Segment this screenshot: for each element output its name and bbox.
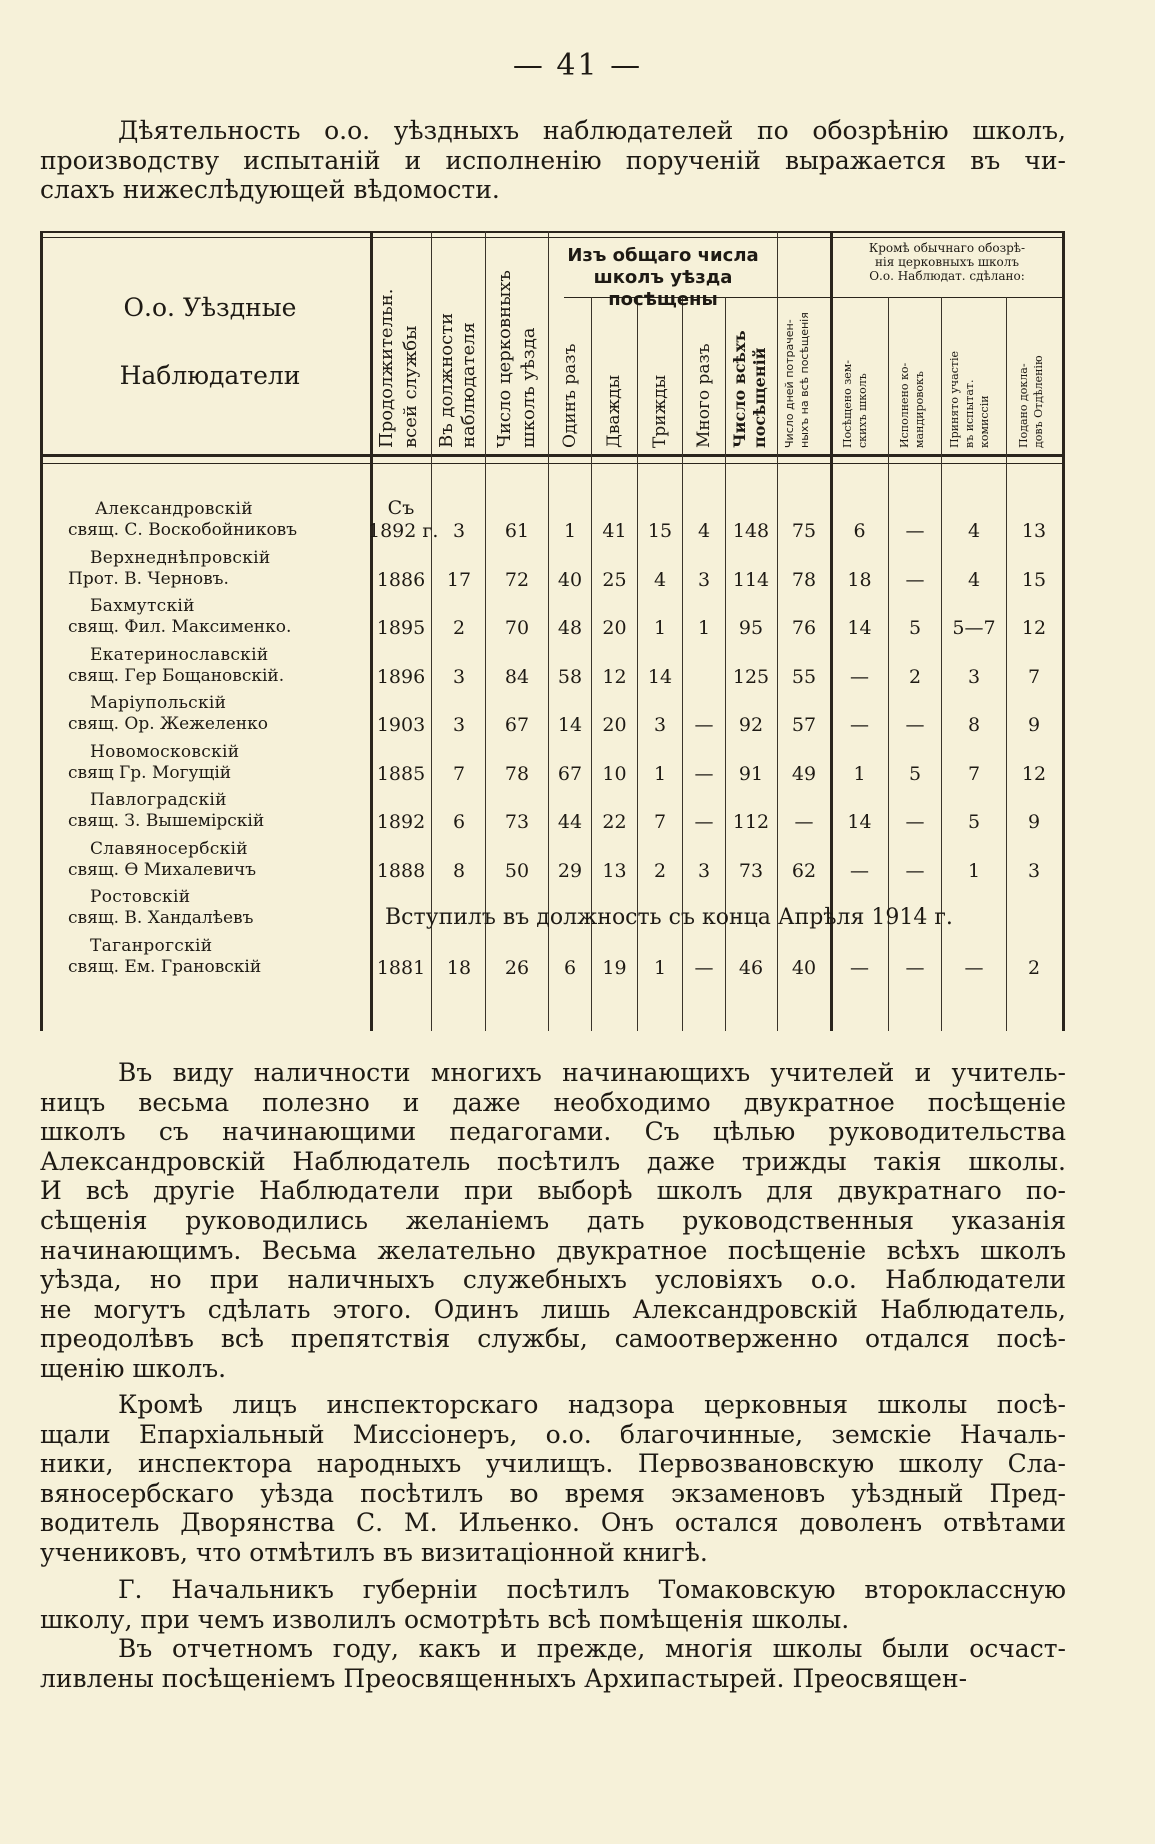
header-group-besides: Кромѣ обычнаго обозрѣ- нія церковныхъ школъ О.о. Наблюдат. сдѣлано: [868,241,1026,283]
text-line: не могутъ сдѣлать этого. Одинъ лишь Александровскій Наблюдатель, [40,1294,1066,1324]
header-zemstvo: Посѣщено зем- скихъ школъ [841,360,869,448]
cell-total: 95 [738,617,764,639]
cell-zemstvo: 18 [847,568,872,591]
text-line: школъ съ начинающими педагогами. Съ цѣлью руководительства [40,1117,1066,1147]
text-line: Въ виду наличности многихъ начинающихъ учителей и учитель- [118,1058,1066,1087]
cell-once: 58 [557,665,583,688]
district-name: Верхнеднѣпровскій [90,547,271,568]
cell-twice: 22 [602,811,627,833]
text-line: школу, при чемъ изволилъ осмотрѣть всѣ помѣщенія школы. [40,1604,850,1634]
cell-days: 49 [791,762,817,785]
observer-name: свящ. Гер Бощановскій. [68,665,285,686]
paragraph-4 [40,1634,1066,1693]
cell-zemstvo: — [850,956,869,979]
cell-days: 62 [791,859,817,882]
cell-service: 1892 [376,811,426,833]
text-line: ливлены посѣщеніемъ Преосвященныхъ Архипастырей. Преосвящен- [40,1663,968,1693]
cell-total: 46 [738,956,764,979]
cell-many: 3 [697,568,711,591]
cell-zemstvo: 6 [853,520,866,542]
observers-table [40,231,1064,1031]
cell-total: 91 [738,762,764,785]
cell-position: 3 [452,714,466,736]
observer-name: свящ Гр. Могущій [68,762,232,783]
cell-position: 17 [446,568,472,591]
cell-twice: 19 [602,956,627,979]
text-line: И всѣ другіе Наблюдатели при выборѣ школъ для двукратнаго по- [40,1176,1066,1206]
cell-thrice: 1 [653,762,667,785]
district-name: Славяносербскій [90,838,248,859]
cell-service: 1896 [376,665,426,688]
header-days: Число дней потрачен- ныхъ на всѣ посѣщенія [783,312,811,448]
cell-schools: 73 [504,811,530,833]
cell-thrice: 1 [653,617,667,639]
header-thrice: Трижды [650,374,670,448]
cell-schools: 61 [504,520,530,542]
cell-schools: 72 [504,568,530,591]
cell-total: 148 [732,520,770,542]
cell-once: 29 [557,859,583,882]
cell-schools: 26 [504,956,530,979]
cell-total: 92 [738,714,764,736]
text-line: водитель Дворянства С. М. Ильенко. Онъ остался доволенъ отвѣтами [40,1508,1066,1538]
header-twice: Дважды [604,374,624,448]
header-service: Продолжительн. всей службы [376,288,421,448]
cell-position: 2 [452,617,466,639]
cell-total: 73 [738,859,764,882]
cell-thrice: 7 [653,811,667,833]
cell-position: 8 [452,859,466,882]
cell-zemstvo: — [850,665,869,688]
cell-reports: 12 [1021,762,1047,785]
cell-many: 3 [697,859,711,882]
text-line: производству испытаній и исполненію порученій выражается въ чи- [40,145,1066,175]
district-name: Бахмутскій [90,596,195,616]
observer-name: свящ. З. Вышемірскій [68,811,265,831]
cell-days: — [794,811,814,833]
text-line: преодолѣвъ всѣ препятствія службы, самоотверженно отдался посѣ- [40,1324,1066,1354]
cell-thrice: 3 [653,714,667,736]
cell-days: 75 [791,520,817,542]
cell-total: 112 [732,811,770,833]
cell-service: 1903 [376,714,426,736]
district-name: Таганрогскій [90,935,213,956]
cell-service: Съ [387,497,415,519]
text-line: уѣзда, но при наличныхъ служебныхъ условіяхъ о.о. Наблюдатели [40,1265,1066,1295]
cell-comm: 4 [967,520,981,542]
cell-service: 1885 [376,762,426,785]
observer-name: свящ. С. Воскобойниковъ [68,520,298,540]
text-line: сѣщенія руководились желаніемъ дать руководственныя указанія [40,1205,1066,1235]
district-name: Ростовскій [90,887,191,907]
cell-reports: 3 [1027,859,1041,882]
cell-twice: 25 [602,568,627,591]
cell-many: 1 [697,617,711,639]
cell-assign: 2 [908,665,922,688]
cell-twice: 10 [602,762,627,785]
cell-once: 6 [563,956,577,979]
cell-once: 1 [563,520,577,542]
cell-reports: 13 [1021,520,1047,542]
cell-days: 55 [791,665,817,688]
cell-assign: — [905,568,925,591]
cell-assign: — [905,859,925,882]
district-name: Маріупольскій [90,693,227,713]
observer-name: свящ. Ѳ Михалевичъ [68,859,257,880]
cell-schools: 50 [504,859,530,882]
cell-schools: 67 [504,714,530,736]
cell-reports: 7 [1027,665,1041,688]
cell-reports: 15 [1021,568,1047,591]
cell-days: 57 [791,714,817,736]
cell-once: 48 [557,617,583,639]
text-line: начинающимъ. Весьма желательно двукратное посѣщеніе всѣхъ школъ [40,1235,1066,1265]
cell-comm: 4 [967,568,981,591]
header-observers-line1: О.о. Уѣздные [123,293,297,322]
text-line: Въ отчетномъ году, какъ и прежде, многія школы были осчаст- [118,1634,1066,1663]
cell-service: 1895 [376,617,426,639]
text-line: учениковъ, что отмѣтилъ въ визитаціонной книгѣ. [40,1537,708,1567]
district-name: Новомосковскій [90,741,240,762]
cell-assign: 5 [908,762,922,785]
cell-twice: 13 [602,859,627,882]
cell-twice: 20 [602,617,627,639]
cell-once: 40 [557,568,583,591]
cell-zemstvo: — [850,714,869,736]
cell-reports: 12 [1021,617,1047,639]
cell-comm: 1 [967,859,981,882]
cell-reports: 9 [1027,714,1041,736]
cell-thrice: 2 [653,859,667,882]
district-name: Павлоградскій [90,790,227,810]
cell-position: 6 [452,811,466,833]
cell-reports: 9 [1027,811,1041,833]
cell-many: — [694,811,714,833]
district-name: Екатеринославскій [90,644,269,665]
cell-once: 67 [557,762,583,785]
cell-once: 14 [557,714,583,736]
cell-service: 1881 [376,956,426,979]
observer-name: свящ. В. Хандалѣевъ [68,908,254,928]
header-reports: Подано докла- довъ Отдѣленію [1017,355,1045,448]
text-line: щенію школъ. [40,1353,227,1383]
cell-thrice: 1 [653,956,667,979]
header-many: Много разъ [694,343,714,448]
cell-reports: 2 [1027,956,1041,979]
text-line: ники, инспектора народныхъ училищъ. Первозвановскую школу Сла- [40,1449,1066,1479]
cell-comm: 5—7 [952,617,996,639]
cell-days: 76 [791,617,817,639]
header-commissions: Принято участіе въ испытат. комиссіи [948,350,991,448]
paragraph-2 [40,1390,1066,1568]
intro-paragraph [40,116,1066,205]
observer-name: Прот. В. Черновъ. [68,568,229,589]
text-line: ницъ весьма полезно и даже необходимо двукратное посѣщеніе [40,1087,1066,1117]
observer-name: свящ. Ор. Жежеленко [68,714,268,734]
paragraph-3 [40,1575,1066,1634]
cell-comm: 7 [967,762,981,785]
cell-assign: — [905,520,925,542]
cell-many: — [694,714,714,736]
cell-thrice: 15 [647,520,673,542]
cell-zemstvo: 1 [853,762,866,785]
cell-schools: 78 [504,762,530,785]
cell-twice: 41 [602,520,627,542]
header-group-visited: Изъ общаго числа школъ уѣзда посѣщены [567,245,759,310]
cell-assign: — [905,811,925,833]
text-line: щали Епархіальный Миссіонеръ, о.о. благочинные, земскіе Началь- [40,1419,1066,1449]
cell-zemstvo: — [850,859,869,882]
cell-position: 18 [446,956,472,979]
cell-comm: 8 [967,714,981,736]
cell-service: 1888 [376,859,426,882]
cell-total: 114 [732,568,770,591]
cell-comm: 3 [967,665,981,688]
header-schools: Число церковныхъ школъ уѣзда [494,270,539,448]
cell-assign: — [905,714,925,736]
cell-service: 1886 [376,568,426,591]
cell-comm: 5 [967,811,981,833]
page-number: — 41 — [512,48,643,83]
cell-many: — [694,762,714,785]
text-line: Г. Начальникъ губерніи посѣтилъ Томаковскую второклассную [118,1575,1066,1604]
text-line: вяносербскаго уѣзда посѣтилъ во время экзаменовъ уѣздный Пред- [40,1478,1066,1508]
cell-position: 3 [452,520,466,542]
text-line: слахъ нижеслѣдующей вѣдомости. [40,175,500,205]
cell-service: 1892 г. [368,520,439,542]
cell-days: 40 [791,956,817,979]
cell-many: — [694,956,714,979]
cell-zemstvo: 14 [847,811,872,833]
cell-position: 3 [452,665,466,688]
cell-days: 78 [791,568,817,591]
cell-many: 4 [697,520,711,542]
cell-total: 125 [732,665,770,688]
text-line: Кромѣ лицъ инспекторскаго надзора церковныя школы посѣ- [118,1390,1066,1419]
cell-twice: 12 [602,665,627,688]
cell-assign: 5 [908,617,922,639]
text-line: Дѣятельность о.о. уѣздныхъ наблюдателей по обозрѣнію школъ, [118,116,1066,145]
cell-thrice: 14 [647,665,673,688]
header-total: Число всѣхъ посѣщеній [730,330,769,448]
observer-name: свящ. Ем. Грановскій [68,956,262,977]
header-assignments: Исполнено ко- мандировокъ [898,362,926,448]
cell-position: 7 [452,762,466,785]
header-position: Въ должности наблюдателя [436,312,479,448]
district-name: Александровскій [95,499,253,519]
cell-schools: 70 [504,617,530,639]
cell-thrice: 4 [653,568,667,591]
cell-comm: — [964,956,984,979]
row-note: Вступилъ въ должность съ конца Апрѣля 1914 г. [385,905,953,930]
cell-once: 44 [557,811,583,833]
paragraph-1 [40,1058,1066,1384]
cell-zemstvo: 14 [847,617,872,639]
observer-name: свящ. Фил. Максименко. [68,617,292,637]
cell-schools: 84 [504,665,530,688]
header-once: Одинъ разъ [560,343,580,448]
cell-assign: — [905,956,925,979]
cell-twice: 20 [602,714,627,736]
header-observers-line2: Наблюдатели [119,361,301,390]
text-line: Александровскій Наблюдатель посѣтилъ даже трижды такія школы. [40,1146,1066,1176]
